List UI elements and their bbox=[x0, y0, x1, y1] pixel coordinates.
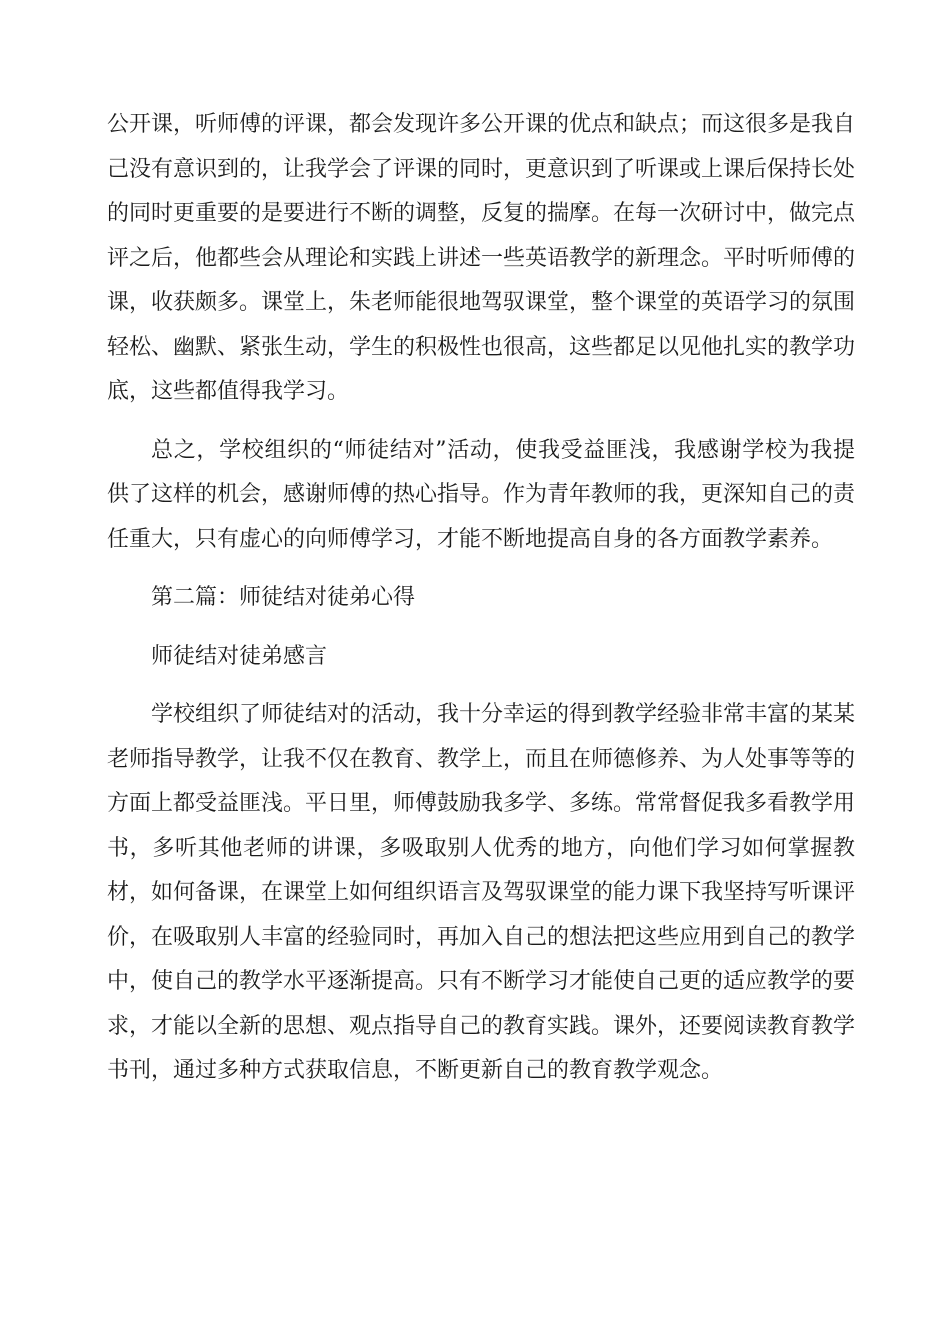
paragraph-continued-open-class: 公开课，听师傅的评课，都会发现许多公开课的优点和缺点；而这很多是我自己没有意识到的，让我学会了评课的同时，更意识到了听课或上课后保持长处的同时更重要的是要进行不断的调整，反复的揣摩。在每一次研讨中，做完点评之后，他都些会从理论和实践上讲述一些英语教学的新理念。平时听师傅的课，收获颇多。课堂上，朱老师能很地驾驭课堂，整个课堂的英语学习的氛围轻松、幽默、紧张生动，学生的积极性也很高，这些都足以见他扎实的教学功底，这些都值得我学习。 bbox=[107, 112, 856, 404]
document-body bbox=[107, 103, 855, 1094]
paragraph-summary: 总之，学校组织的“师徒结对”活动，使我受益匪浅，我感谢学校为我提供了这样的机会，感谢师傅的热心指导。作为青年教师的我，更深知自己的责任重大，只有虚心的向师傅学习，才能不断地提高自身的各方面教学素养。 bbox=[107, 437, 856, 552]
section-subtitle: 师徒结对徒弟感言 bbox=[151, 643, 328, 669]
section-heading-part-two: 第二篇：师徒结对徒弟心得 bbox=[151, 585, 416, 610]
paragraph-apprentice-reflection: 学校组织了师徒结对的活动，我十分幸运的得到教学经验非常丰富的某某老师指导教学，让我不仅在教育、教学上，而且在师德修养、为人处事等等的方面上都受益匪浅。平日里，师傅鼓励我多学、多练。常常督促我多看教学用书，多听其他老师的讲课，多吸取别人优秀的地方，向他们学习如何掌握教材，如何备课，在课堂上如何组织语言及驾驭课堂的能力课下我坚持写听课评价，在吸取别人丰富的经验同时，再加入自己的想法把这些应用到自己的教学中，使自己的教学水平逐渐提高。只有不断学习才能使自己更的适应教学的要求，才能以全新的思想、观点指导自己的教育实践。课外，还要阅读教育教学书刊，通过多种方式获取信息，不断更新自己的教育教学观念。 bbox=[107, 702, 856, 1083]
